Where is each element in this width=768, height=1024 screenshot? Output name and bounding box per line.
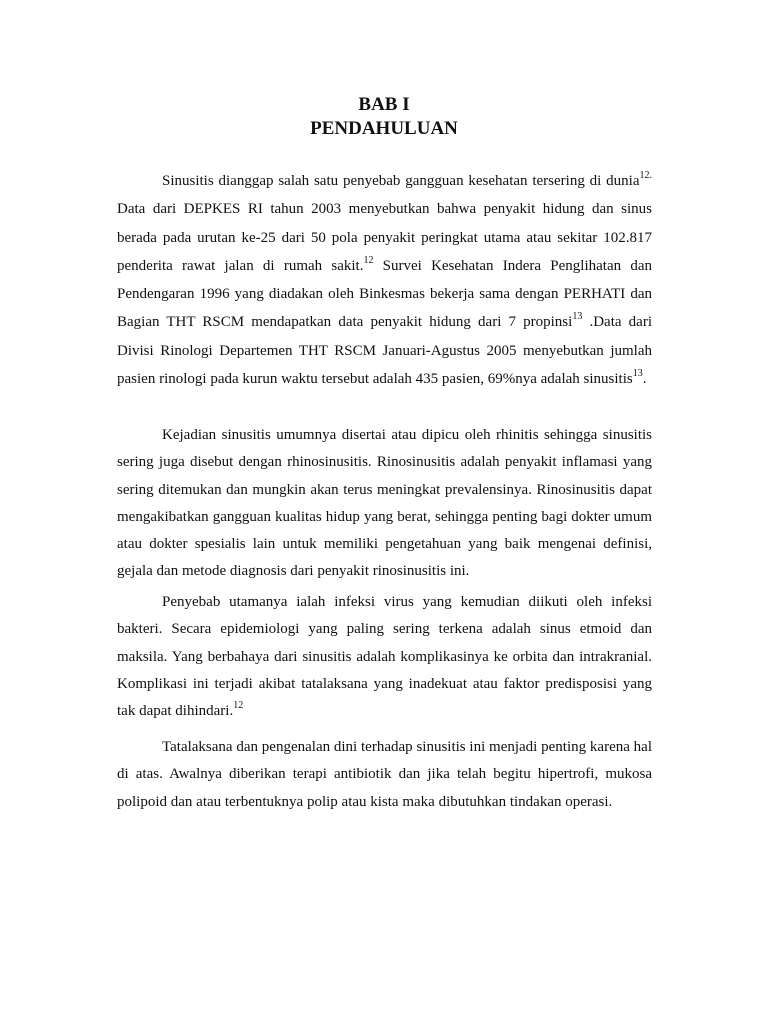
paragraph-text: Data dari DEPKES RI tahun 2003 menyebutkan bahwa penyakit hidung dan sinus berada pada urutan ke-25 dari 50 pola penyakit peringkat utama atau sekitar 102.817 penderita rawat jalan di rumah sakit. xyxy=(117,201,652,274)
paragraph-text: Kejadian sinusitis umumnya disertai atau dipicu oleh rhinitis sehingga sinusitis sering juga disebut dengan rhinosinusitis. Rinosinusitis adalah penyakit inflamasi yang sering ditemukan dan mungkin akan terus meningkat prevalensinya. Rinosinusitis dapat mengakibatkan gangguan kualitas hidup yang berat, sehingga penting bagi dokter umum atau dokter spesialis lain untuk memiliki pengetahuan yang baik mengenai definisi, gejala dan metode diagnosis dari penyakit rinosinusitis ini. xyxy=(117,427,652,580)
paragraph-1 xyxy=(117,167,652,393)
citation-superscript: 13 xyxy=(632,368,643,380)
citation-superscript: 13 xyxy=(572,311,583,323)
paragraph-text: . xyxy=(642,371,647,388)
citation-superscript: 12. xyxy=(639,170,652,181)
paragraph-text: Tatalaksana dan pengenalan dini terhadap sinusitis ini menjadi penting karena hal di atas. Awalnya diberikan terapi antibiotik dan jika telah begitu hipertrofi, mukosa polipoid dan atau terbentuknya polip atau kista maka dibutuhkan tindakan operasi. xyxy=(117,739,652,810)
citation-superscript: 12 xyxy=(233,700,244,712)
paragraph-2 xyxy=(117,422,652,586)
paragraph-4 xyxy=(117,734,652,816)
paragraph-3 xyxy=(117,589,652,725)
chapter-title: PENDAHULUAN xyxy=(310,118,458,139)
paragraph-text: Survei Kesehatan Indera Penglihatan dan Pendengaran 1996 yang diadakan oleh Binkesmas bekerja sama dengan PERHATI dan Bagian THT RSCM mendapatkan data penyakit hidung dari 7 propinsi xyxy=(117,257,652,331)
chapter-heading: BAB I xyxy=(358,94,410,115)
paragraph-text: Penyebab utamanya ialah infeksi virus yang kemudian diikuti oleh infeksi bakteri. Secara epidemiologi yang paling sering terkena adalah sinus etmoid dan maksila. Yang berbahaya dari sinusitis adalah komplikasinya ke orbita dan intrakranial. Komplikasi ini terjadi akibat tatalaksana yang inadekuat atau faktor predisposisi yang tak dapat dihindari. xyxy=(117,594,652,720)
citation-superscript: 12 xyxy=(363,254,374,266)
paragraph-text: .Data dari Divisi Rinologi Departemen THT RSCM Januari-Agustus 2005 menyebutkan jumlah pasien rinologi pada kurun waktu tersebut adalah 435 pasien, 69%nya adalah sinusitis xyxy=(117,314,652,388)
paragraph-text: Sinusitis dianggap salah satu penyebab gangguan kesehatan tersering di dunia xyxy=(162,173,640,189)
